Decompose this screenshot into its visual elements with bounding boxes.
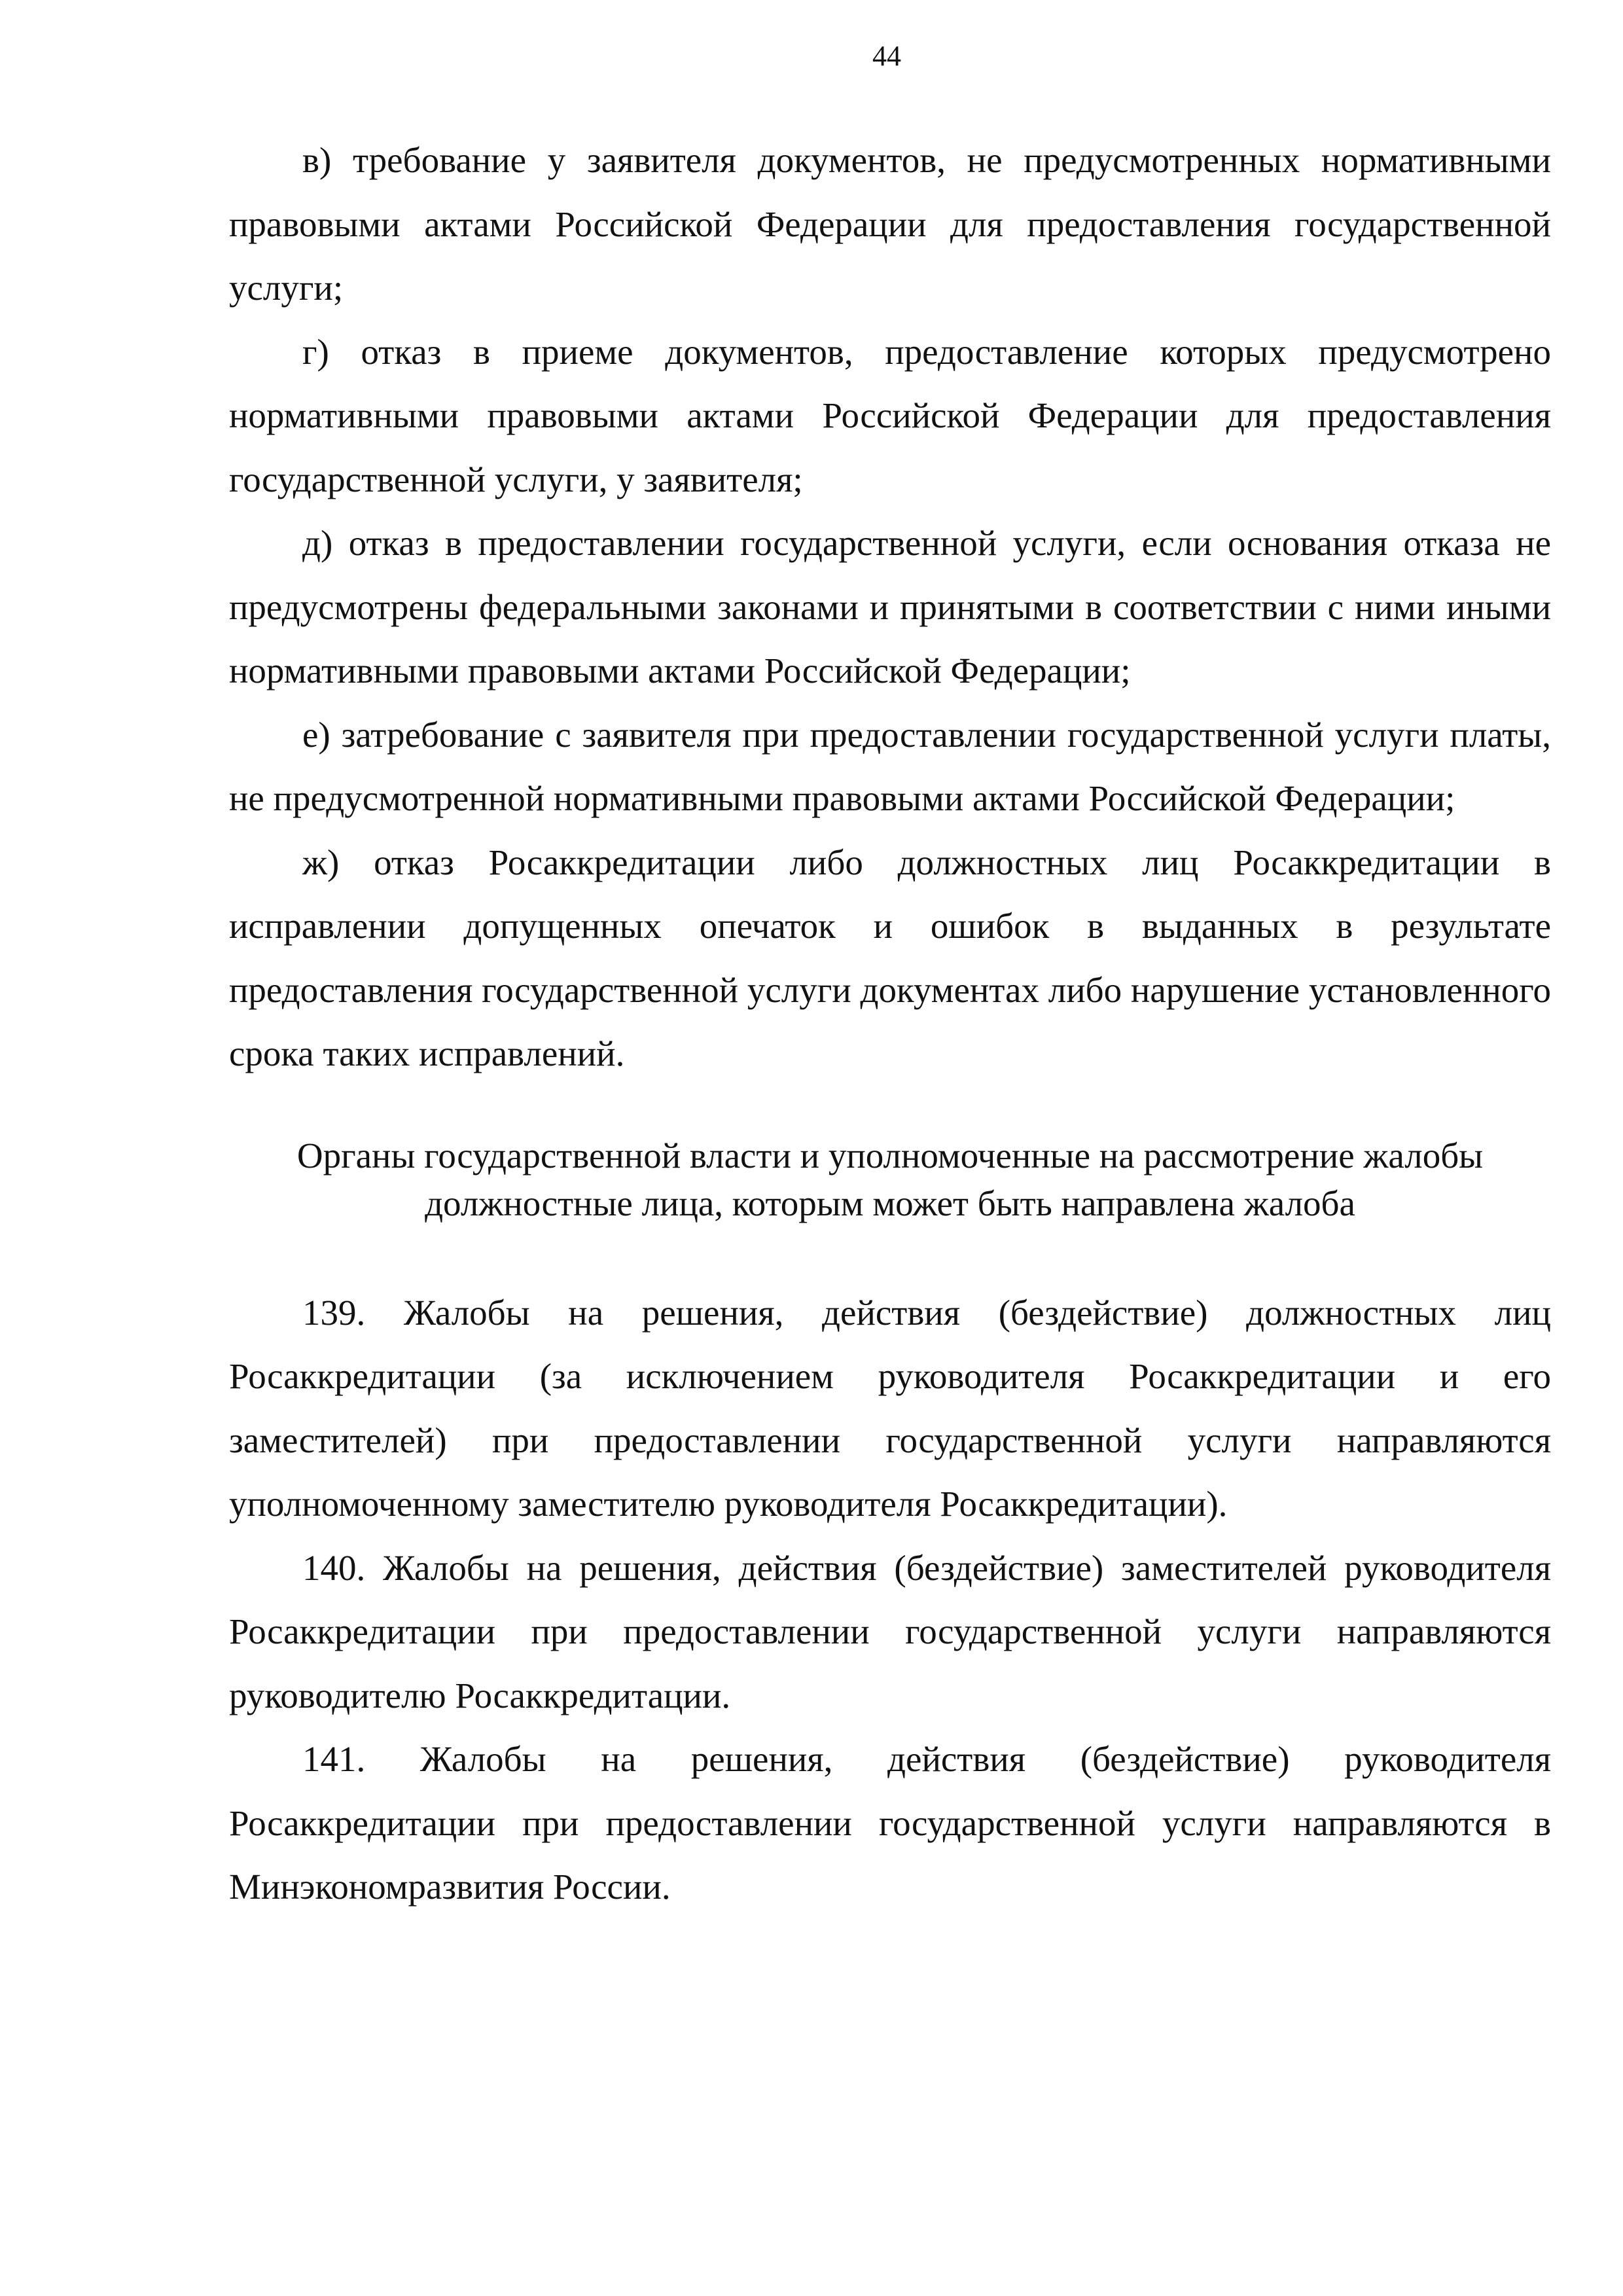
clause-140: 140. Жалобы на решения, действия (бездействие) заместителей руководителя Росаккредитации при предоставлении государственной услуги направляются руководителю Росаккредитации.	[229, 1547, 1551, 1715]
section-heading-line2: должностные лица, которым может быть направлена жалоба	[425, 1183, 1355, 1223]
list-item-v: в) требование у заявителя документов, не предусмотренных нормативными правовыми актами Российской Федерации для предоставления государственной услуги;	[229, 140, 1551, 308]
section-heading	[229, 1132, 1551, 1227]
list-item-zh: ж) отказ Росаккредитации либо должностных лиц Росаккредитации в исправлении допущенных опечаток и ошибок в выданных в результате предоставления государственной услуги документах либо нарушение установленного срока таких исправлений.	[229, 842, 1551, 1073]
list-item-g: г) отказ в приеме документов, предоставление которых предусмотрено нормативными правовыми актами Российской Федерации для предоставления государственной услуги, у заявителя;	[229, 331, 1551, 499]
page-content	[229, 128, 1551, 1919]
spacer	[229, 1227, 1551, 1281]
page-number: 44	[872, 40, 901, 72]
clause-139: 139. Жалобы на решения, действия (бездействие) должностных лиц Росаккредитации (за исключением руководителя Росаккредитации и его заместителей) при предоставлении государственной услуги направляются уполномоченному заместителю руководителя Росаккредитации).	[229, 1292, 1551, 1524]
spacer	[229, 1086, 1551, 1132]
section-heading-line1: Органы государственной власти и уполномоченные на рассмотрение жалобы	[296, 1135, 1484, 1175]
list-item-e: е) затребование с заявителя при предоставлении государственной услуги платы, не предусмотренной нормативными правовыми актами Российской Федерации;	[229, 714, 1551, 818]
list-item-d: д) отказ в предоставлении государственной услуги, если основания отказа не предусмотрены федеральными законами и принятыми в соответствии с ними иными нормативными правовыми актами Российской Федерации;	[229, 523, 1551, 691]
clause-141: 141. Жалобы на решения, действия (бездействие) руководителя Росаккредитации при предоставлении государственной услуги направляются в Минэкономразвития России.	[229, 1739, 1551, 1907]
